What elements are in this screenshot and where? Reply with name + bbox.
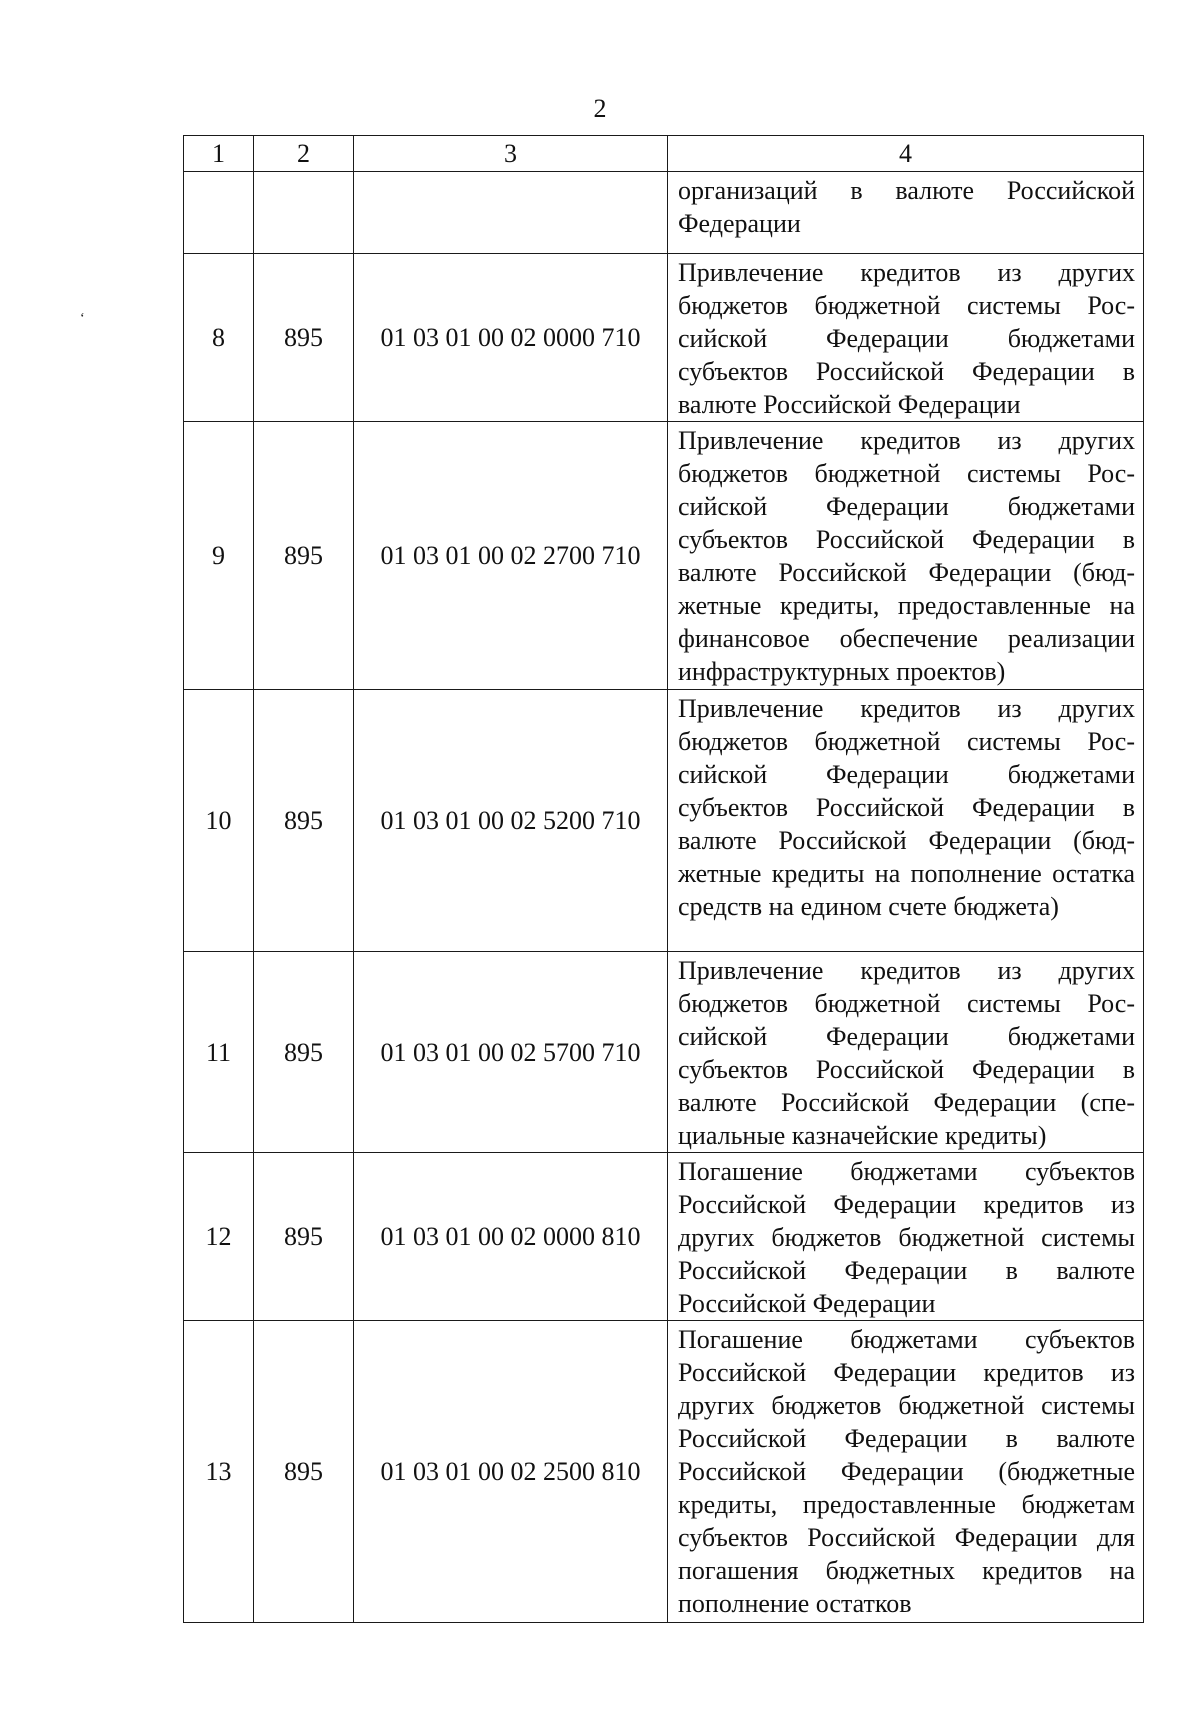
row-number: 9 [184, 422, 254, 690]
admin-code: 895 [254, 690, 354, 952]
budget-classification-code: 01 03 01 00 02 2700 710 [354, 422, 668, 690]
table-row [184, 1153, 1144, 1321]
admin-code [254, 172, 354, 254]
page-number: 2 [593, 94, 607, 123]
admin-code: 895 [254, 952, 354, 1153]
row-number: 10 [184, 690, 254, 952]
table-header-row [184, 136, 1144, 172]
budget-classification-code: 01 03 01 00 02 0000 810 [354, 1153, 668, 1321]
row-description [668, 952, 1144, 1153]
budget-classification-code: 01 03 01 00 02 5700 710 [354, 952, 668, 1153]
table-row [184, 254, 1144, 422]
row-description [668, 422, 1144, 690]
admin-code: 895 [254, 1153, 354, 1321]
row-description-text: организаций в валюте Российской Федерации [678, 176, 1135, 238]
header-col-4: 4 [668, 136, 1144, 172]
row-description-text: Погашение бюджетами субъектов Российской Федерации кредитов из других бюджетов бюджетной системы Российской Федерации в валюте Российской Федерации [678, 1157, 1135, 1318]
row-description-text: Привлечение кредитов из других бюджетов бюджетной системы Российской Федерации бюджетами субъектов Российской Федерации в валюте Российской Федерации (бюджетные кредиты, предоставленные на финансовое обеспечение реализации инфраструктурных проектов) [678, 426, 1135, 686]
budget-classification-code: 01 03 01 00 02 2500 810 [354, 1321, 668, 1623]
row-description [668, 690, 1144, 952]
row-number: 13 [184, 1321, 254, 1623]
row-description [668, 1321, 1144, 1623]
row-number: 12 [184, 1153, 254, 1321]
row-number: 8 [184, 254, 254, 422]
table-row [184, 422, 1144, 690]
budget-classification-code: 01 03 01 00 02 5200 710 [354, 690, 668, 952]
header-col-3: 3 [354, 136, 668, 172]
admin-code: 895 [254, 254, 354, 422]
budget-codes-table [183, 135, 1144, 1623]
row-number [184, 172, 254, 254]
table-row [184, 172, 1144, 254]
admin-code: 895 [254, 1321, 354, 1623]
table-row [184, 952, 1144, 1153]
admin-code: 895 [254, 422, 354, 690]
table-row [184, 1321, 1144, 1623]
row-description-text: Привлечение кредитов из других бюджетов бюджетной системы Российской Федерации бюджетами субъектов Российской Федерации в валюте Российской Федерации (бюджетные кредиты на пополнение остатка средств на едином счете бюджета) [678, 694, 1135, 921]
row-description [668, 1153, 1144, 1321]
header-col-2: 2 [254, 136, 354, 172]
row-description-text: Погашение бюджетами субъектов Российской Федерации кредитов из других бюджетов бюджетной системы Российской Федерации в валюте Российской Федерации (бюджетные кредиты, предоставленные бюджетам субъектов Российской Федерации для погашения бюджетных кредитов на пополнение остатков [678, 1325, 1135, 1618]
header-col-1: 1 [184, 136, 254, 172]
stray-mark: ‘ [80, 311, 85, 326]
budget-classification-code [354, 172, 668, 254]
budget-classification-code: 01 03 01 00 02 0000 710 [354, 254, 668, 422]
row-description [668, 254, 1144, 422]
row-number: 11 [184, 952, 254, 1153]
table-row [184, 690, 1144, 952]
row-description [668, 172, 1144, 254]
row-description-text: Привлечение кредитов из других бюджетов бюджетной системы Российской Федерации бюджетами субъектов Российской Федерации в валюте Российской Федерации (специальные казначейские кредиты) [678, 956, 1135, 1150]
row-description-text: Привлечение кредитов из других бюджетов бюджетной системы Российской Федерации бюджетами субъектов Российской Федерации в валюте Российской Федерации [678, 258, 1135, 419]
